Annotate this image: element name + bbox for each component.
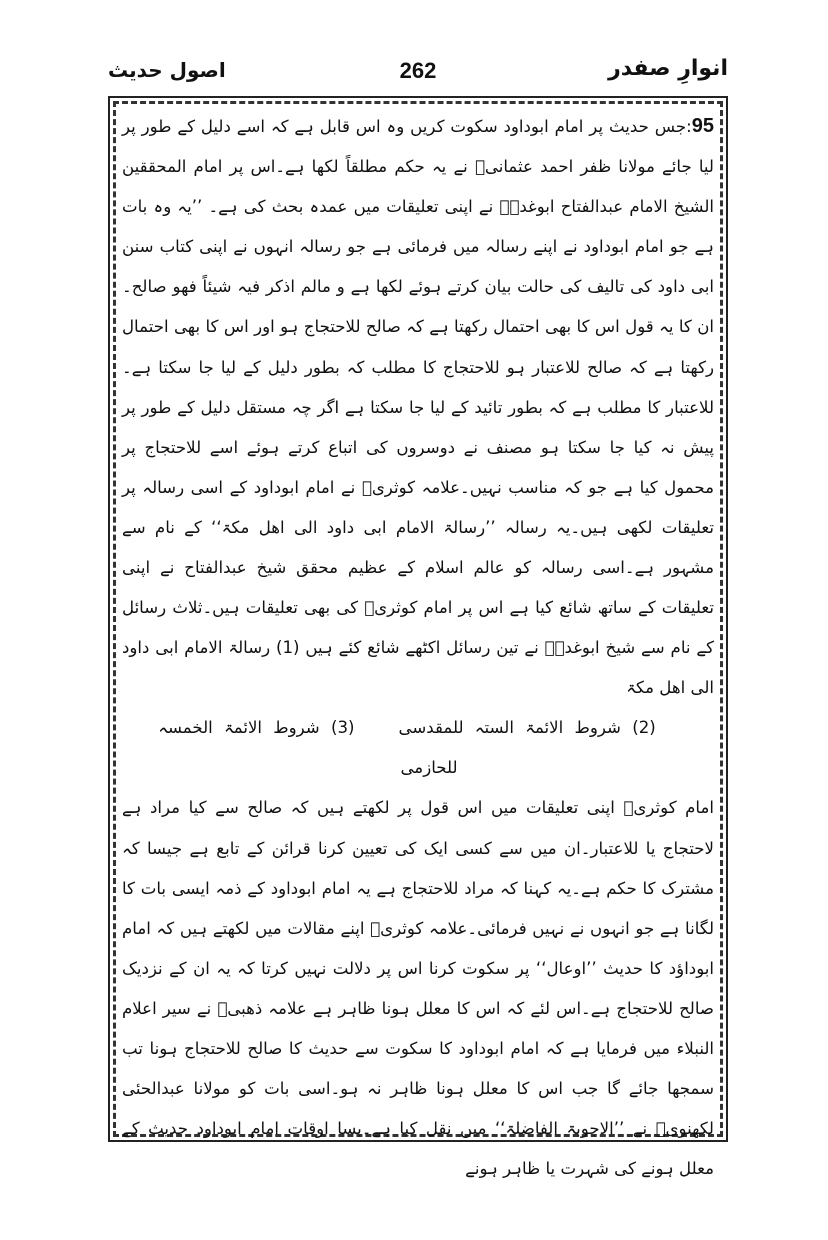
chapter-title: اصول حدیث xyxy=(108,58,226,82)
page-body xyxy=(122,106,714,1189)
book-item-3: (3) شروط الائمۃ الخمسہ للحازمی xyxy=(158,718,458,778)
book-list-line xyxy=(122,708,714,788)
paragraph-text: :جس حدیث پر امام ابوداود سکوت کریں وہ اس قابل ہے کہ اسے دلیل کے طور پر لیا جائے مولانا ظفر احمد عثمانیؒ نے یہ حکم مطلقاً لکھا ہے۔اس پر امام المحققین الشیخ الامام عبدالفتاح ابوغدہؒ نے اپنی تعلیقات میں عمدہ بحث کی ہے۔ ’’یہ وہ بات ہے جو امام ابوداود نے اپنے رسالہ میں فرمائی ہے جو رسالہ انہوں نے اپنی کتاب سنن ابی داود کی تالیف کی حالت بیان کرتے ہوئے لکھا ہے و مالم اذکر فیہ شیئاً فھو صالح۔ان کا یہ قول اس کا بھی احتمال رکھتا ہے کہ صالح للاحتجاج ہو اور اس کا بھی احتمال رکھتا ہے کہ صالح للاعتبار ہو للاحتجاج کا مطلب کہ بطور دلیل کے لیا جا سکتا ہے۔للاعتبار کا مطلب ہے کہ بطور تائید کے لیا جا سکتا ہے اگر چہ مستقل دلیل کے طور پر پیش نہ کیا جا سکتا ہو مصنف نے دوسروں کی اتباع کرتے ہوئے اسے للاحتجاج پر محمول کیا ہے جو کہ مناسب نہیں۔علامہ کوثریؒ نے امام ابوداود کے اسی رسالہ پر تعلیقات لکھی ہیں۔یہ رسالہ ’’رسالۃ الامام ابی داود الی اھل مکۃ‘‘ کے نام سے مشہور ہے۔اسی رسالہ کو عالم اسلام کے عظیم محقق شیخ عبدالفتاح نے اپنی تعلیقات کے ساتھ شائع کیا ہے اس پر امام کوثریؒ کی بھی تعلیقات ہیں۔ثلاث رسائل کے نام سے شیخ ابوغدہؒ نے تین رسائل اکٹھے شائع کئے ہیں (1) رسالۃ الامام ابی داود الی اھل مکۃ xyxy=(122,117,714,698)
book-title: انوارِ صفدر xyxy=(608,56,728,81)
paragraph-kawthari: امام کوثریؒ اپنی تعلیقات میں اس قول پر لکھتے ہیں کہ صالح سے کیا مراد ہے لاحتجاج یا للاعتبار۔ان میں سے کسی ایک کی تعیین کرنا قرائن کے تابع ہے جیسا کہ مشترک کا حکم ہے۔یہ کہنا کہ مراد للاحتجاج ہے یہ امام ابوداود کے ذمہ ایسی بات کا لگانا ہے جو انہوں نے نہیں فرمائی۔علامہ کوثریؒ اپنے مقالات میں لکھتے ہیں کہ امام ابوداؤد کا حدیث ’’اوعال‘‘ پر سکوت کرنا اس پر دلالت نہیں کرتا کہ یہ ان کے نزدیک صالح للاحتجاج ہے۔اس لئے کہ اس کا معلل ہونا ظاہر ہے علامہ ذھبیؒ نے سیر اعلام النبلاء میں فرمایا ہے کہ امام ابوداود کا سکوت سے حدیث کا صالح للاحتجاج ہونا تب سمجھا جائے گا جب اس کا معلل ہونا ظاہر نہ ہو۔اسی بات کو مولانا عبدالحئی لکھنویؒ نے ’’الاجوبۃ الفاضلۃ‘‘ میں نقل کیا ہے۔بسا اوقات امام ابوداود حدیث کے معلل ہونے کی شہرت یا ظاہر ہونے xyxy=(122,798,714,1179)
book-item-2: (2) شروط الائمۃ الستہ للمقدسی xyxy=(398,718,656,738)
point-number: 95 xyxy=(691,115,714,137)
page-number: 262 xyxy=(399,58,437,83)
paragraph-95 xyxy=(122,106,714,708)
page-header xyxy=(108,52,728,96)
